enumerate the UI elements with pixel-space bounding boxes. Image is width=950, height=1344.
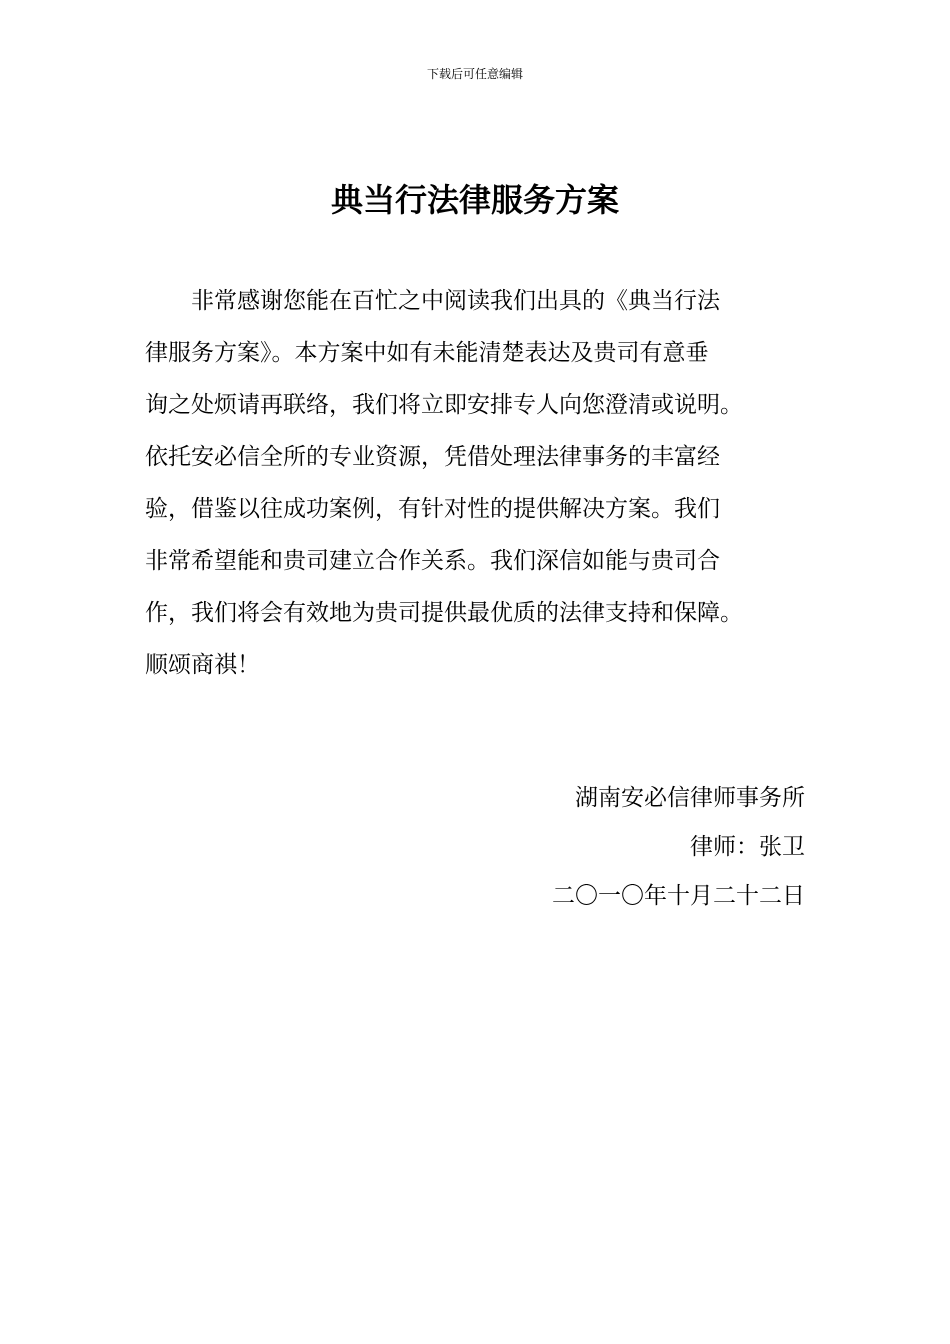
firm-name: 湖南安必信律师事务所 xyxy=(575,785,805,811)
body-line: 律服务方案》。本方案中如有未能清楚表达及贵司有意垂 xyxy=(145,340,709,366)
body-line: 询之处烦请再联络，我们将立即安排专人向您澄清或说明。 xyxy=(145,392,743,418)
document-body xyxy=(145,275,810,691)
body-line: 作，我们将会有效地为贵司提供最优质的法律支持和保障。 xyxy=(145,600,743,626)
document-title: 典当行法律服务方案 xyxy=(330,181,619,219)
body-line: 非常感谢您能在百忙之中阅读我们出具的《典当行法 xyxy=(145,288,720,314)
header-note: 下载后可任意编辑 xyxy=(426,67,523,81)
body-line: 顺颂商祺！ xyxy=(145,652,260,678)
body-line: 验，借鉴以往成功案例，有针对性的提供解决方案。我们 xyxy=(145,496,720,522)
signature-date: 二〇一〇年十月二十二日 xyxy=(552,883,805,909)
signature-block xyxy=(450,774,805,921)
lawyer-name: 律师：张卫 xyxy=(690,834,805,860)
body-line: 非常希望能和贵司建立合作关系。我们深信如能与贵司合 xyxy=(145,548,720,574)
body-line: 依托安必信全所的专业资源，凭借处理法律事务的丰富经 xyxy=(145,444,720,470)
